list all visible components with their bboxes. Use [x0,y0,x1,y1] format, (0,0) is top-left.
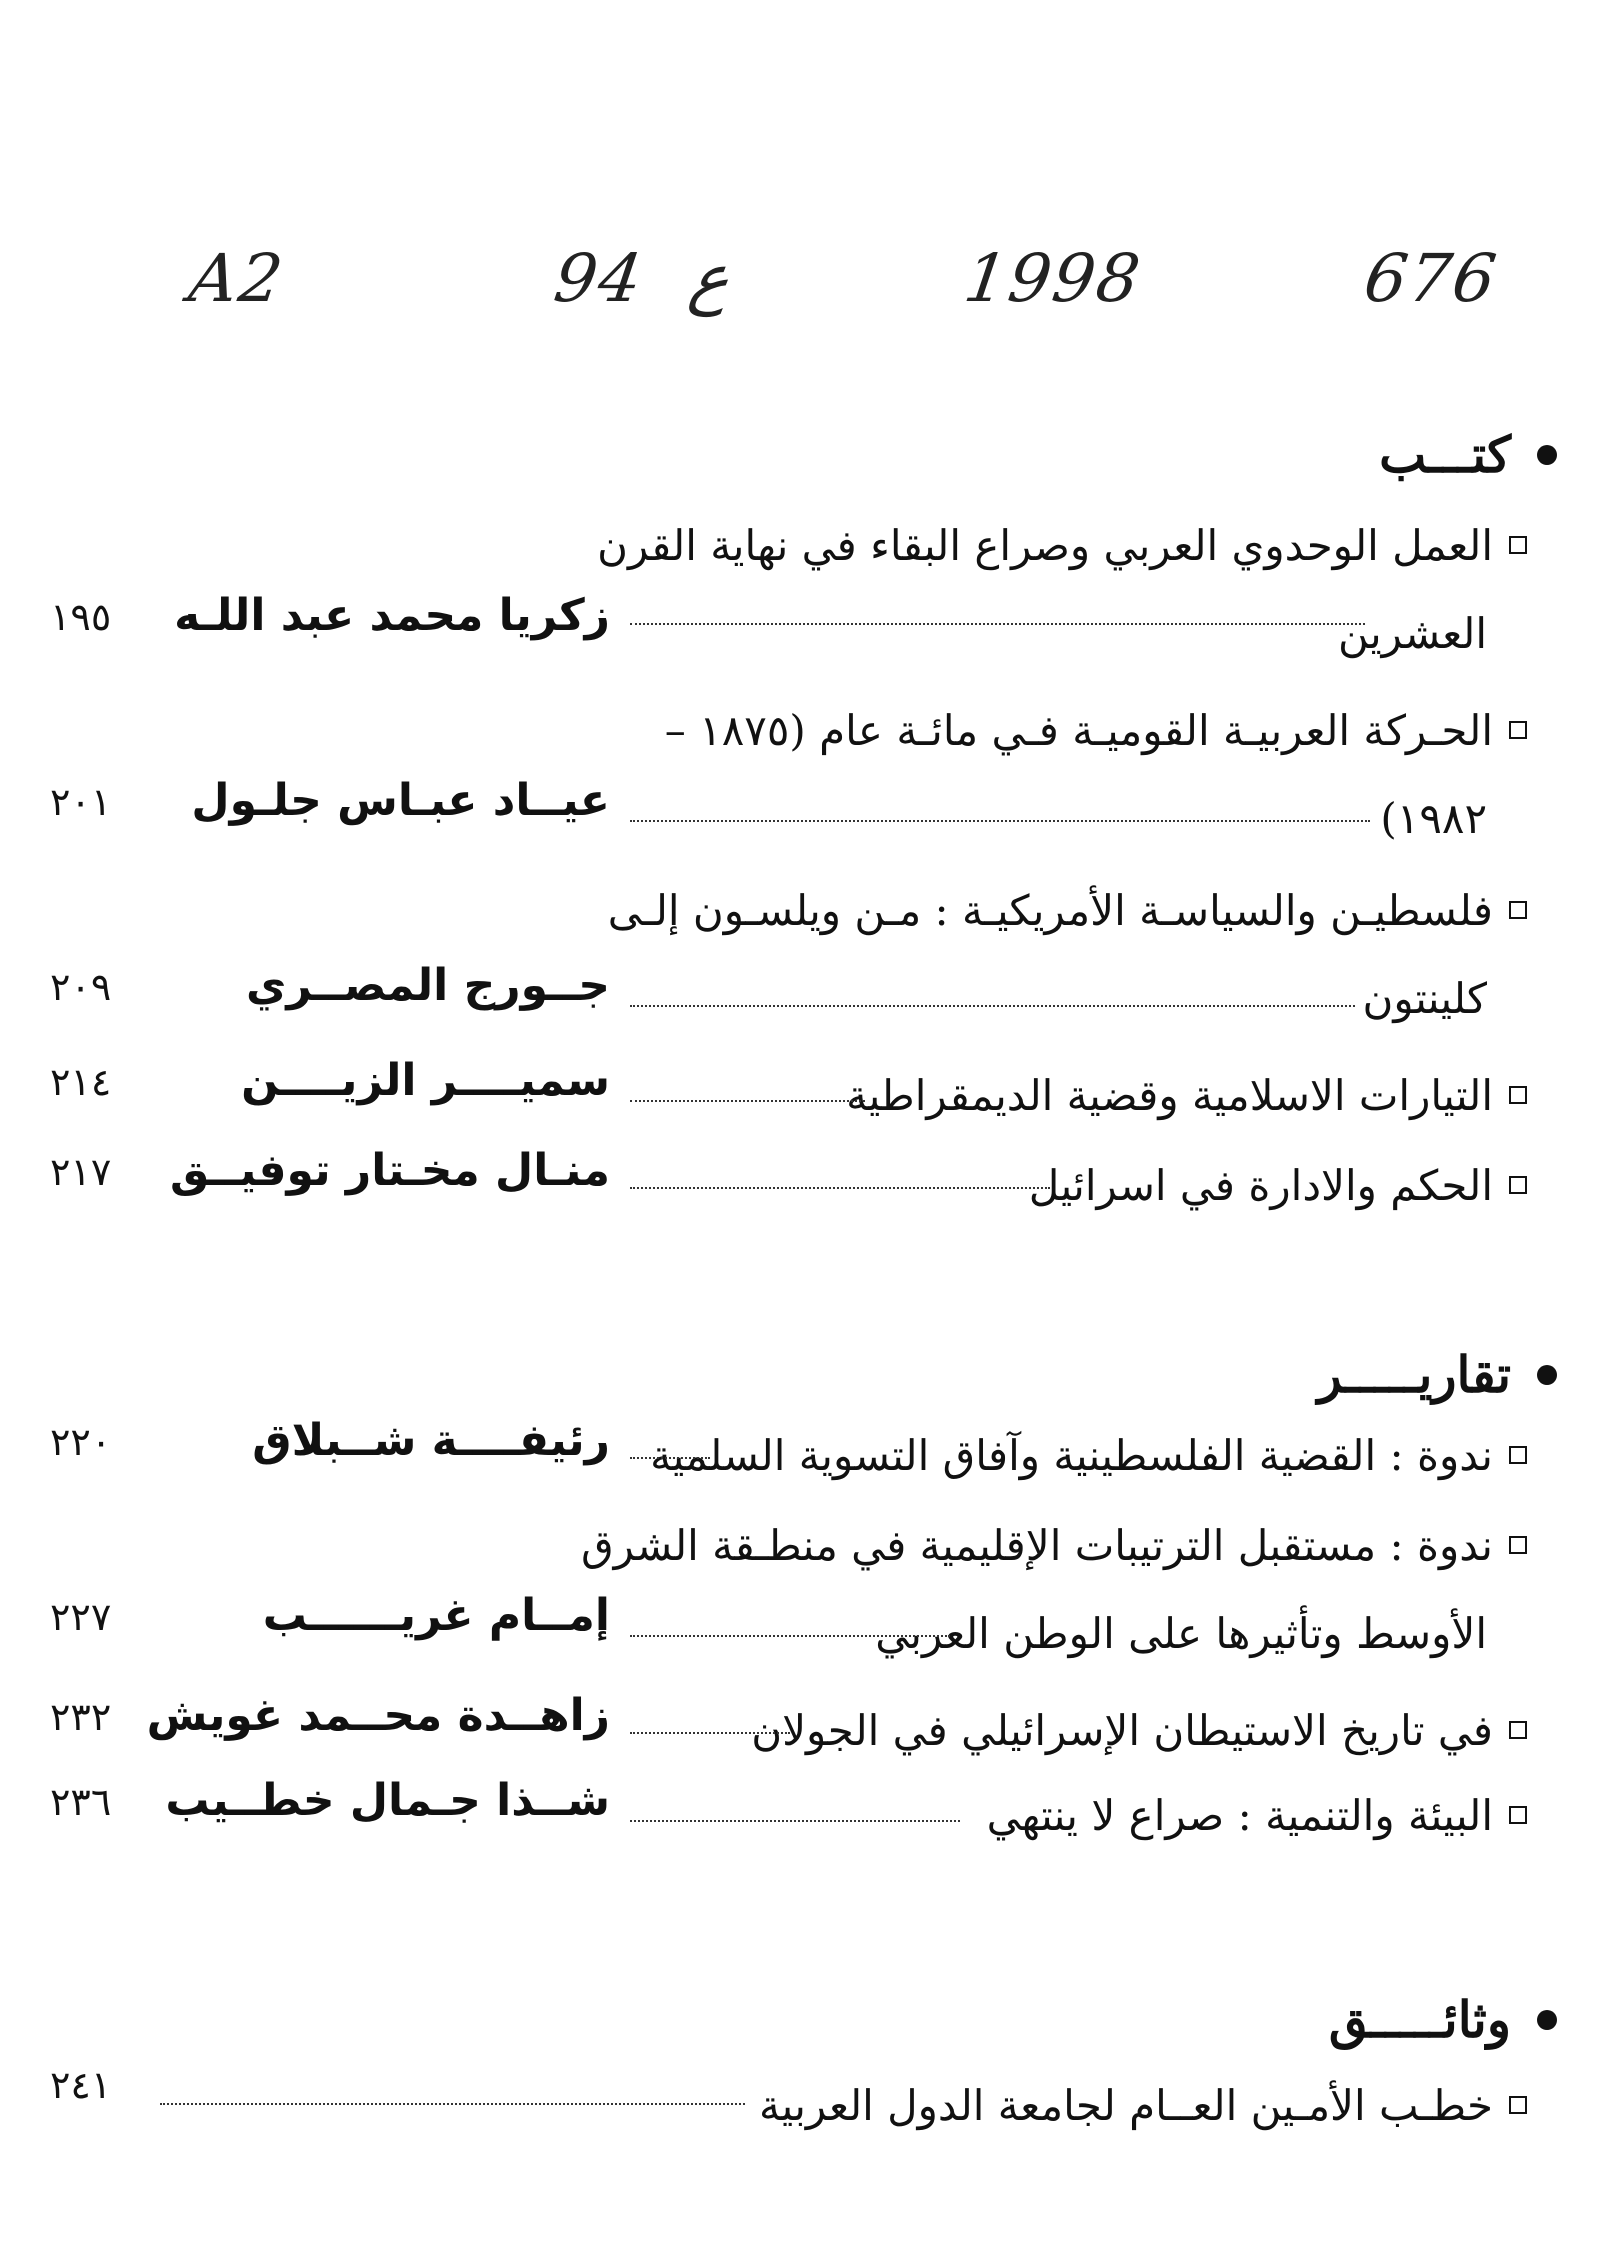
checkbox-icon [1509,1446,1527,1464]
toc-entry [30,505,1527,658]
entry-title-line: الحـركة العربيـة القوميـة فـي مائـة عام (١٨٧٥ – [665,690,1527,770]
checkbox-icon [1509,1721,1527,1739]
bullet-icon [1537,1365,1557,1385]
entry-page-number: ٢٠٩ [50,965,112,1009]
entry-author: زاهــدة محــمد غويش [146,1690,610,1741]
entry-page-number: ٢٤١ [50,2063,112,2107]
dot-leader [630,1100,865,1102]
entry-page-number: ٢٢٠ [50,1420,112,1464]
checkbox-icon [1509,901,1527,919]
bullet-icon [1537,2010,1557,2030]
entry-author: جــورج المصــري [246,960,610,1011]
toc-entry [30,870,1527,1023]
entry-title-line: خطـب الأمـين العــام لجامعة الدول العربية [759,2065,1527,2145]
toc-entry [30,2065,1527,2155]
entry-title-line: ١٩٨٢) [1380,793,1487,843]
section-heading-books [1379,425,1557,484]
entry-author: سميــــر الزيــــن [241,1055,610,1106]
entry-author: زكريا محمد عبد اللـه [174,590,610,641]
entry-page-number: ٢٢٧ [50,1595,112,1639]
toc-entry [30,1055,1527,1145]
checkbox-icon [1509,2096,1527,2114]
dot-leader [630,1732,790,1734]
entry-title-line: الحكم والادارة في اسرائيل [1029,1145,1527,1225]
dot-leader [630,623,1365,625]
toc-entry [30,1775,1527,1865]
checkbox-icon [1509,1806,1527,1824]
toc-entry [30,1145,1527,1235]
dot-leader [630,1457,710,1459]
section-title: كتـــب [1379,425,1511,484]
entry-title-line: الأوسط وتأثيرها على الوطن العربي [875,1608,1487,1658]
toc-entry [30,1505,1527,1658]
dot-leader [160,2103,745,2105]
handwritten-issue-letter: ع [684,240,735,317]
checkbox-icon [1509,1086,1527,1104]
entry-author: إمــام غريــــــب [262,1590,610,1641]
entry-page-number: ١٩٥ [50,595,112,639]
entry-title-line: في تاريخ الاستيطان الإسرائيلي في الجولان [751,1690,1527,1770]
toc-entry [30,1415,1527,1505]
handwritten-reference: 676 [1359,240,1503,317]
checkbox-icon [1509,1176,1527,1194]
entry-title-line: التيارات الاسلامية وقضية الديمقراطية [846,1055,1527,1135]
entry-page-number: ٢٣٢ [50,1695,112,1739]
entry-page-number: ٢٣٦ [50,1780,112,1824]
toc-entry [30,690,1527,843]
entry-author: شــذا جـمال خطــيب [165,1775,610,1826]
entry-title-line: العشرين [1337,608,1487,658]
bullet-icon [1537,445,1557,465]
entry-title-line: العمل الوحدوي العربي وصراع البقاء في نهاية القرن [597,505,1527,585]
checkbox-icon [1509,1536,1527,1554]
entry-title-line: البيئة والتنمية : صراع لا ينتهي [987,1775,1527,1855]
entry-title-line: كلينتون [1362,973,1487,1023]
dot-leader [630,1005,1355,1007]
handwritten-issue-number: 94 [549,240,649,317]
handwritten-year: 1998 [959,240,1147,317]
dot-leader [630,820,1370,822]
entry-page-number: ٢١٧ [50,1150,112,1194]
dot-leader [630,1820,960,1822]
entry-author: منـال مخـتار توفيــق [170,1145,610,1196]
checkbox-icon [1509,721,1527,739]
entry-author: عيــاد عبـاس جلـول [191,775,610,826]
section-title: تقاريـــــر [1317,1345,1511,1404]
toc-entry [30,1690,1527,1780]
section-heading-reports [1318,1345,1557,1404]
section-heading-documents [1329,1990,1557,2049]
dot-leader [630,1187,1050,1189]
dot-leader [630,1635,950,1637]
entry-author: رئيفــــة شــبلاق [252,1415,610,1466]
entry-title-line: ندوة : القضية الفلسطينية وآفاق التسوية السلمية [650,1415,1527,1495]
entry-page-number: ٢١٤ [50,1060,112,1104]
handwritten-code: A2 [184,240,290,317]
entry-page-number: ٢٠١ [50,780,112,824]
section-title: وثائـــــق [1328,1990,1511,2049]
entry-title-line: فلسطيـن والسياسـة الأمريكيـة : مـن ويلسـون إلـى [608,870,1527,950]
entry-title-line: ندوة : مستقبل الترتيبات الإقليمية في منطـقة الشرق [581,1505,1527,1585]
checkbox-icon [1509,536,1527,554]
